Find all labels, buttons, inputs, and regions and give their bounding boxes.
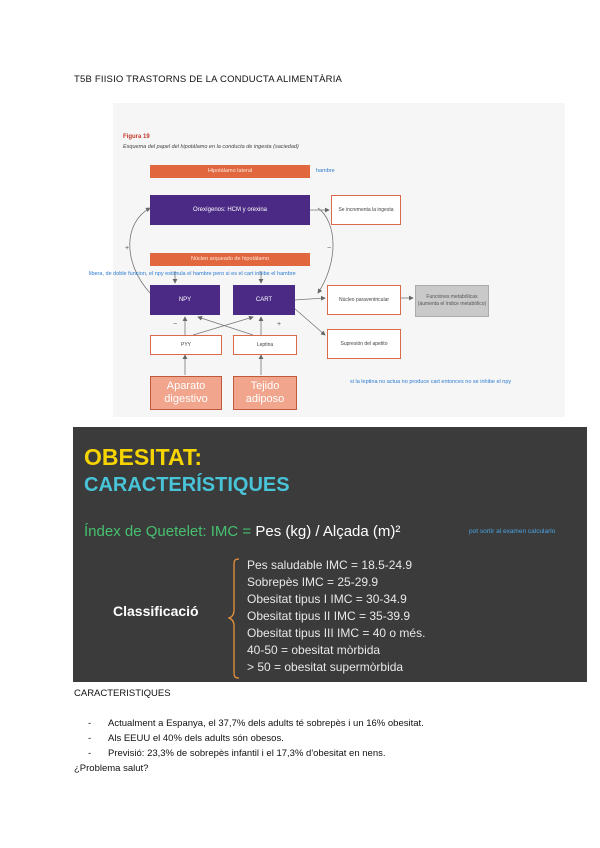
adipose-tissue-box: Tejido adiposo bbox=[233, 376, 297, 410]
list-item bbox=[88, 716, 424, 731]
npy-note: libera, de doble funcion, el npy estimula el hambre pero si es el cart inhibe el hambre bbox=[89, 271, 296, 277]
paraventricular-box: Núcleo paraventricular bbox=[327, 285, 401, 315]
list-item bbox=[88, 746, 424, 761]
list-item: Obesitat tipus III IMC = 40 o més. bbox=[247, 626, 426, 640]
leptin-note: si la leptina no actua no produce cart entonces no se inhibe el npy bbox=[350, 379, 512, 385]
bmi-categories-list bbox=[247, 557, 425, 676]
orexigens-box: Orexígenos: HCM y orexina bbox=[150, 195, 310, 225]
list-item: Obesitat tipus I IMC = 30-34.9 bbox=[247, 592, 407, 606]
minus-sign: − bbox=[327, 245, 332, 252]
bullet-text: Previsió: 23,3% de sobrepès infantil i el 17,3% d'obesitat en nens. bbox=[108, 748, 386, 759]
digestive-system-box: Aparato digestivo bbox=[150, 376, 222, 410]
list-item: > 50 = obesitat supermòrbida bbox=[247, 660, 404, 674]
leptin-box: Leptina bbox=[233, 335, 297, 355]
plus-sign: + bbox=[125, 245, 130, 252]
formula-label: Índex de Quetelet: IMC = bbox=[84, 523, 256, 540]
list-item: Obesitat tipus II IMC = 35-39.9 bbox=[247, 609, 411, 623]
document-title: T5B FIISIO TRASTORNS DE LA CONDUCTA ALIMENTÀRIA bbox=[74, 74, 343, 85]
lateral-hypothalamus-bar: Hipotálamo lateral bbox=[150, 165, 310, 178]
brace-icon bbox=[228, 558, 240, 679]
section-heading: CARACTERISTIQUES bbox=[74, 688, 171, 699]
hypothalamus-figure bbox=[89, 103, 565, 417]
facts-list bbox=[88, 716, 424, 761]
health-question: ¿Problema salut? bbox=[74, 763, 149, 774]
formula-value: Pes (kg) / Alçada (m)² bbox=[255, 523, 401, 540]
figure-label: Figura 19 bbox=[123, 134, 150, 140]
slide-subtitle: CARACTERÍSTIQUES bbox=[84, 474, 290, 496]
bullet-text: Actualment a Espanya, el 37,7% dels adults té sobrepès i un 16% obesitat. bbox=[108, 718, 424, 729]
minus-sign: − bbox=[173, 321, 178, 328]
npy-box: NPY bbox=[150, 285, 220, 315]
bullet-marker: - bbox=[88, 718, 92, 729]
classification-label: Classificació bbox=[113, 603, 199, 619]
plus-sign: + bbox=[277, 321, 282, 328]
bullet-text: Als EEUU el 40% dels adults són obesos. bbox=[108, 733, 284, 744]
list-item: Sobrepès IMC = 25-29.9 bbox=[247, 575, 379, 589]
cart-box: CART bbox=[233, 285, 295, 315]
increase-intake-box: Se incrementa la ingesta bbox=[331, 195, 401, 225]
list-item bbox=[88, 731, 424, 746]
bullet-marker: - bbox=[88, 748, 92, 759]
bullet-marker: - bbox=[88, 733, 92, 744]
hunger-note: hambre bbox=[316, 168, 335, 174]
figure-caption: Esquema del papel del hipotálamo en la conducta de ingesta (saciedad) bbox=[123, 144, 299, 150]
exam-note: pot sortir al examen calcularlo bbox=[469, 528, 556, 535]
metabolic-functions-box: Funciones metabólicas (aumenta el índice metabólico) bbox=[415, 285, 489, 317]
obesity-slide bbox=[73, 427, 587, 682]
list-item: 40-50 = obesitat mòrbida bbox=[247, 643, 381, 657]
pyy-box: PYY bbox=[150, 335, 222, 355]
arcuate-nucleus-bar: Núcleo arqueado de hipotálamo bbox=[150, 253, 310, 266]
slide-title: OBESITAT: bbox=[84, 444, 202, 470]
appetite-suppression-box: Supresión del apetito bbox=[327, 329, 401, 359]
quetelet-formula bbox=[84, 523, 400, 540]
list-item: Pes saludable IMC = 18.5-24.9 bbox=[247, 558, 413, 572]
